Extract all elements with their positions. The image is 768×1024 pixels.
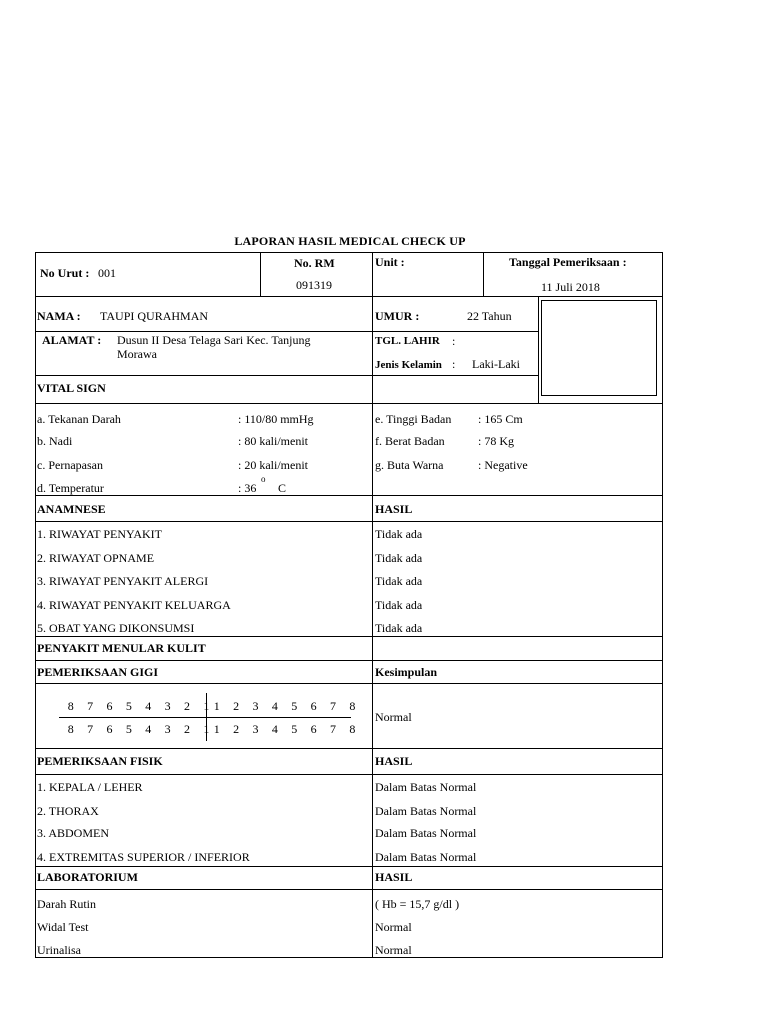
tooth-number: 6 bbox=[106, 699, 113, 713]
vital-value: : 36 bbox=[238, 481, 257, 495]
kesimpulan-heading: Kesimpulan bbox=[375, 665, 438, 679]
tooth-number: 5 bbox=[291, 722, 298, 736]
nama-label: NAMA : bbox=[37, 309, 81, 323]
tooth-number: 7 bbox=[330, 722, 337, 736]
vital-value: : 78 Kg bbox=[478, 434, 514, 448]
anamnese-item: 5. OBAT YANG DIKONSUMSI bbox=[37, 621, 195, 635]
fisik-result: Dalam Batas Normal bbox=[375, 804, 477, 818]
tooth-number: 5 bbox=[291, 699, 298, 713]
lab-result: ( Hb = 15,7 g/dl ) bbox=[375, 897, 460, 911]
tooth-number: 3 bbox=[164, 699, 171, 713]
alamat-line-2: Morawa bbox=[117, 347, 157, 361]
tooth-number: 6 bbox=[310, 699, 317, 713]
row-divider bbox=[35, 495, 663, 496]
jenis-kelamin-label: Jenis Kelamin bbox=[375, 359, 442, 371]
tooth-number: 3 bbox=[252, 722, 259, 736]
tooth-number: 1 bbox=[213, 699, 220, 713]
fisik-item: 3. ABDOMEN bbox=[37, 826, 110, 840]
tooth-chart-lower-right bbox=[207, 722, 362, 737]
tooth-number: 5 bbox=[125, 722, 132, 736]
gigi-heading: PEMERIKSAAN GIGI bbox=[37, 665, 159, 679]
anamnese-heading: ANAMNESE bbox=[37, 502, 106, 516]
anamnese-hasil-heading: HASIL bbox=[375, 502, 413, 516]
tooth-number: 8 bbox=[67, 722, 74, 736]
anamnese-result: Tidak ada bbox=[375, 598, 423, 612]
lab-result: Normal bbox=[375, 943, 412, 957]
fisik-item: 2. THORAX bbox=[37, 804, 99, 818]
tooth-number: 1 bbox=[203, 699, 210, 713]
tooth-number: 8 bbox=[349, 699, 356, 713]
tooth-number: 4 bbox=[145, 722, 152, 736]
row-divider bbox=[35, 774, 663, 775]
no-urut-label: No Urut : bbox=[40, 266, 90, 280]
laboratorium-heading: LABORATORIUM bbox=[37, 870, 138, 884]
row-divider bbox=[35, 375, 538, 376]
row-divider bbox=[35, 889, 663, 890]
alamat-line-1: Dusun II Desa Telaga Sari Kec. Tanjung bbox=[117, 333, 311, 347]
jenis-kelamin-value: Laki-Laki bbox=[472, 357, 520, 371]
tooth-chart-vertical-line bbox=[206, 693, 207, 741]
tooth-number: 7 bbox=[87, 722, 94, 736]
tooth-chart-upper-right bbox=[207, 699, 362, 714]
col-divider bbox=[483, 252, 484, 296]
umur-value: 22 Tahun bbox=[467, 309, 512, 323]
tgl-lahir-label: TGL. LAHIR bbox=[375, 335, 440, 347]
tanggal-value: 11 Juli 2018 bbox=[541, 280, 600, 294]
tooth-number: 2 bbox=[233, 722, 240, 736]
tooth-chart-horizontal-line bbox=[59, 717, 351, 718]
tooth-number: 4 bbox=[145, 699, 152, 713]
tooth-chart-upper-left bbox=[61, 699, 216, 714]
degree-sup: o bbox=[261, 474, 266, 484]
fisik-result: Dalam Batas Normal bbox=[375, 826, 477, 840]
tooth-number: 8 bbox=[67, 699, 74, 713]
vital-label: g. Buta Warna bbox=[375, 458, 444, 472]
alamat-label: ALAMAT : bbox=[42, 333, 102, 347]
tooth-number: 3 bbox=[164, 722, 171, 736]
penyakit-menular-heading: PENYAKIT MENULAR KULIT bbox=[37, 641, 206, 655]
anamnese-item: 4. RIWAYAT PENYAKIT KELUARGA bbox=[37, 598, 231, 612]
tooth-number: 2 bbox=[233, 699, 240, 713]
lab-item: Widal Test bbox=[37, 920, 89, 934]
vital-sign-heading: VITAL SIGN bbox=[37, 381, 106, 395]
tanggal-label: Tanggal Pemeriksaan : bbox=[509, 255, 627, 269]
vital-value: : 20 kali/menit bbox=[238, 458, 308, 472]
fisik-hasil-heading: HASIL bbox=[375, 754, 413, 768]
unit-label: Unit : bbox=[375, 255, 405, 269]
no-rm-label: No. RM bbox=[294, 256, 335, 270]
tooth-number: 7 bbox=[330, 699, 337, 713]
tooth-number: 4 bbox=[271, 699, 278, 713]
photo-box bbox=[541, 300, 657, 396]
tooth-number: 8 bbox=[349, 722, 356, 736]
fisik-result: Dalam Batas Normal bbox=[375, 850, 477, 864]
tooth-number: 7 bbox=[87, 699, 94, 713]
lab-item: Darah Rutin bbox=[37, 897, 96, 911]
fisik-heading: PEMERIKSAAN FISIK bbox=[37, 754, 163, 768]
tooth-number: 4 bbox=[271, 722, 278, 736]
tooth-number: 6 bbox=[310, 722, 317, 736]
no-urut-value: 001 bbox=[98, 266, 116, 280]
jenis-kelamin-colon: : bbox=[452, 357, 456, 371]
document-title: LAPORAN HASIL MEDICAL CHECK UP bbox=[234, 234, 466, 248]
tooth-number: 5 bbox=[125, 699, 132, 713]
row-divider bbox=[35, 866, 663, 867]
anamnese-result: Tidak ada bbox=[375, 551, 423, 565]
row-divider bbox=[35, 521, 663, 522]
tooth-number: 3 bbox=[252, 699, 259, 713]
lab-result: Normal bbox=[375, 920, 412, 934]
row-divider bbox=[35, 636, 663, 637]
tooth-number: 2 bbox=[184, 722, 191, 736]
vital-label: a. Tekanan Darah bbox=[37, 412, 121, 426]
vital-label: e. Tinggi Badan bbox=[375, 412, 452, 426]
col-divider bbox=[538, 296, 539, 403]
tooth-number: 1 bbox=[213, 722, 220, 736]
row-divider bbox=[35, 331, 538, 332]
no-rm-value: 091319 bbox=[296, 278, 332, 292]
row-divider bbox=[35, 683, 663, 684]
anamnese-item: 3. RIWAYAT PENYAKIT ALERGI bbox=[37, 574, 209, 588]
col-divider bbox=[260, 252, 261, 296]
anamnese-result: Tidak ada bbox=[375, 527, 423, 541]
vital-value: : 165 Cm bbox=[478, 412, 523, 426]
lab-hasil-heading: HASIL bbox=[375, 870, 413, 884]
fisik-item: 4. EXTREMITAS SUPERIOR / INFERIOR bbox=[37, 850, 250, 864]
row-divider bbox=[35, 403, 663, 404]
tooth-number: 2 bbox=[184, 699, 191, 713]
gigi-result: Normal bbox=[375, 710, 412, 724]
vital-value: : Negative bbox=[478, 458, 528, 472]
row-divider bbox=[35, 660, 663, 661]
anamnese-result: Tidak ada bbox=[375, 621, 423, 635]
tooth-chart-lower-left bbox=[61, 722, 216, 737]
fisik-result: Dalam Batas Normal bbox=[375, 780, 477, 794]
vital-unit: C bbox=[278, 481, 287, 495]
umur-label: UMUR : bbox=[375, 309, 420, 323]
vital-label: d. Temperatur bbox=[37, 481, 104, 495]
row-divider bbox=[35, 296, 663, 297]
tgl-lahir-colon: : bbox=[452, 334, 456, 348]
fisik-item: 1. KEPALA / LEHER bbox=[37, 780, 143, 794]
vital-label: b. Nadi bbox=[37, 434, 73, 448]
anamnese-item: 1. RIWAYAT PENYAKIT bbox=[37, 527, 163, 541]
vital-value: : 80 kali/menit bbox=[238, 434, 308, 448]
vital-label: c. Pernapasan bbox=[37, 458, 103, 472]
lab-item: Urinalisa bbox=[37, 943, 81, 957]
col-divider bbox=[372, 252, 373, 958]
nama-value: TAUPI QURAHMAN bbox=[100, 309, 209, 323]
vital-value: : 110/80 mmHg bbox=[238, 412, 314, 426]
anamnese-item: 2. RIWAYAT OPNAME bbox=[37, 551, 155, 565]
tooth-number: 1 bbox=[203, 722, 210, 736]
row-divider bbox=[35, 748, 663, 749]
vital-label: f. Berat Badan bbox=[375, 434, 445, 448]
anamnese-result: Tidak ada bbox=[375, 574, 423, 588]
tooth-number: 6 bbox=[106, 722, 113, 736]
